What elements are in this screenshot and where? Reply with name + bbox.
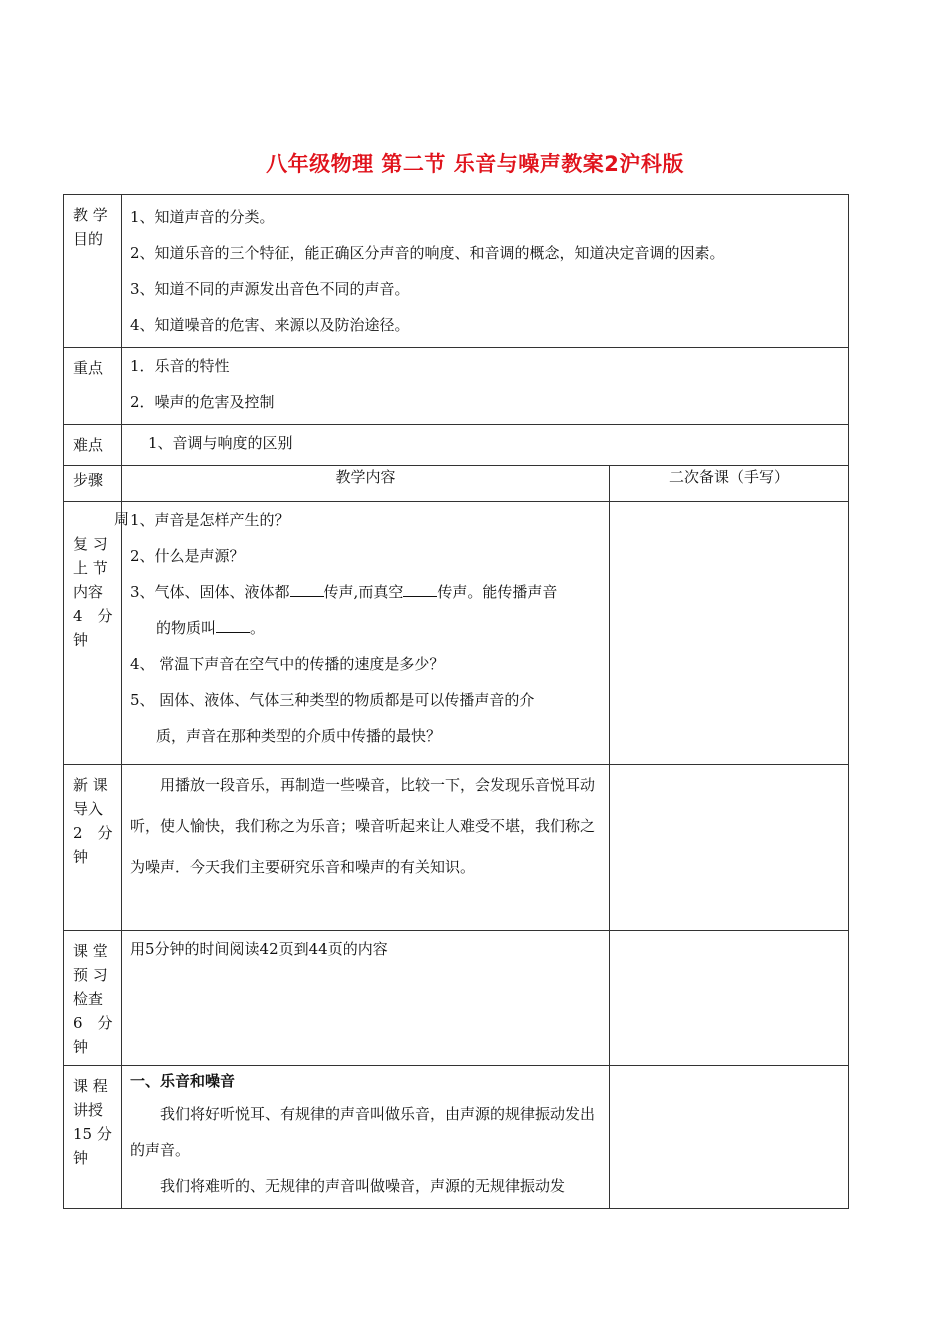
review-label-line: 内容 (73, 583, 104, 601)
review-q3-part: 传声。能传播声音 (437, 583, 558, 601)
header-notes: 二次备课（手写） (610, 466, 849, 502)
preview-label (64, 931, 122, 1066)
review-question: 1、声音是怎样产生的？ (130, 511, 290, 529)
preview-label-line: 预 习 (73, 966, 108, 984)
objectives-label-line: 目的 (73, 230, 104, 248)
header-content: 教学内容 (122, 466, 610, 502)
review-question: 2、什么是声源？ (130, 547, 245, 565)
lecture-label-line: 讲授 (73, 1101, 104, 1119)
review-label (64, 502, 129, 765)
objective-item: 1、知道声音的分类。 (130, 208, 275, 226)
objectives-row (64, 195, 849, 348)
header-steps (64, 466, 122, 502)
objective-item: 4、知道噪音的危害、来源以及防治途径。 (130, 316, 410, 334)
objective-item: 3、知道不同的声源发出音色不同的声音。 (130, 280, 410, 298)
lecture-row (64, 1066, 849, 1209)
intro-label-line: 2 分 (73, 824, 113, 842)
review-notes[interactable] (610, 502, 849, 765)
review-label-prefix: 周 (113, 510, 129, 528)
preview-notes[interactable] (610, 931, 849, 1066)
difficulty-content (122, 425, 849, 466)
answer-blank[interactable] (290, 582, 324, 597)
review-q3-part: 传声,而真空 (323, 583, 404, 601)
review-question: 质，声音在那种类型的介质中传播的最快？ (156, 727, 442, 745)
review-content (122, 502, 610, 765)
intro-label (64, 765, 122, 931)
answer-blank[interactable] (216, 618, 250, 633)
preview-label-line: 6 分 (73, 1014, 113, 1032)
lecture-content (122, 1066, 610, 1209)
difficulty-row (64, 425, 849, 466)
intro-text: 用播放一段音乐，再制造一些噪音，比较一下，会发现乐音悦耳动听，使人愉快，我们称之为乐音；噪音听起来让人难受不堪，我们称之为噪声．今天我们主要研究乐音和噪声的有关知识。 (130, 776, 596, 876)
difficulty-item: 1、音调与响度的区别 (148, 434, 293, 452)
lecture-label (64, 1066, 122, 1209)
review-label-line: 钟 (73, 631, 89, 649)
lecture-label-line: 课 程 (73, 1077, 108, 1095)
review-question: 4、 常温下声音在空气中的传播的速度是多少？ (130, 655, 445, 673)
preview-label-line: 课 堂 (73, 942, 108, 960)
key-points-row (64, 348, 849, 425)
objectives-content (122, 195, 849, 348)
preview-content (122, 931, 610, 1066)
preview-label-line: 检查 (73, 990, 104, 1008)
answer-blank[interactable] (403, 582, 437, 597)
review-question (130, 610, 599, 646)
review-q3-part: 的物质叫 (156, 619, 217, 637)
lesson-plan-table (63, 194, 849, 1209)
review-label-line: 复 习 (73, 535, 108, 553)
key-points-label-text: 重点 (73, 359, 104, 377)
intro-label-line: 新 课 (73, 776, 108, 794)
review-q3-part: 。 (250, 619, 266, 637)
lecture-heading-line (130, 1066, 599, 1096)
key-point-item: 2．噪声的危害及控制 (130, 393, 275, 411)
review-row (64, 502, 849, 765)
intro-content (122, 765, 610, 931)
intro-label-line: 钟 (73, 848, 89, 866)
page-title: 八年级物理 第二节 乐音与噪声教案2沪科版 (266, 152, 684, 176)
key-point-item: 1．乐音的特性 (130, 357, 230, 375)
lecture-label-line: 钟 (73, 1149, 89, 1167)
review-question: 5、 固体、液体、气体三种类型的物质都是可以传播声音的介 (130, 691, 535, 709)
review-label-line: 4 分 (73, 607, 113, 625)
intro-row (64, 765, 849, 931)
difficulty-label (64, 425, 122, 466)
difficulty-label-text: 难点 (73, 436, 104, 454)
key-points-label (64, 348, 122, 425)
preview-label-line: 钟 (73, 1038, 89, 1056)
preview-row (64, 931, 849, 1066)
key-points-content (122, 348, 849, 425)
objective-item: 2、知道乐音的三个特征，能正确区分声音的响度、和音调的概念，知道决定音调的因素。 (130, 244, 725, 262)
header-row (64, 466, 849, 502)
review-question (130, 574, 599, 610)
lecture-paragraph: 我们将好听悦耳、有规律的声音叫做乐音，由声源的规律振动发出的声音。 (130, 1105, 596, 1159)
lecture-paragraph: 我们将难听的、无规律的声音叫做噪音，声源的无规律振动发 (160, 1177, 566, 1195)
intro-label-line: 导入 (73, 800, 104, 818)
lecture-notes[interactable] (610, 1066, 849, 1209)
objectives-label-line: 教 学 (73, 206, 108, 224)
header-steps-text: 步骤 (73, 471, 104, 489)
review-label-line: 上 节 (73, 559, 108, 577)
review-q3-part: 3、气体、固体、液体都 (130, 583, 290, 601)
lecture-label-line: 15 分 (73, 1125, 112, 1143)
intro-notes[interactable] (610, 765, 849, 931)
lecture-heading: 一、乐音和噪音 (130, 1072, 236, 1090)
objectives-label (64, 195, 122, 348)
preview-text: 用5分钟的时间阅读42页到44页的内容 (130, 940, 388, 958)
